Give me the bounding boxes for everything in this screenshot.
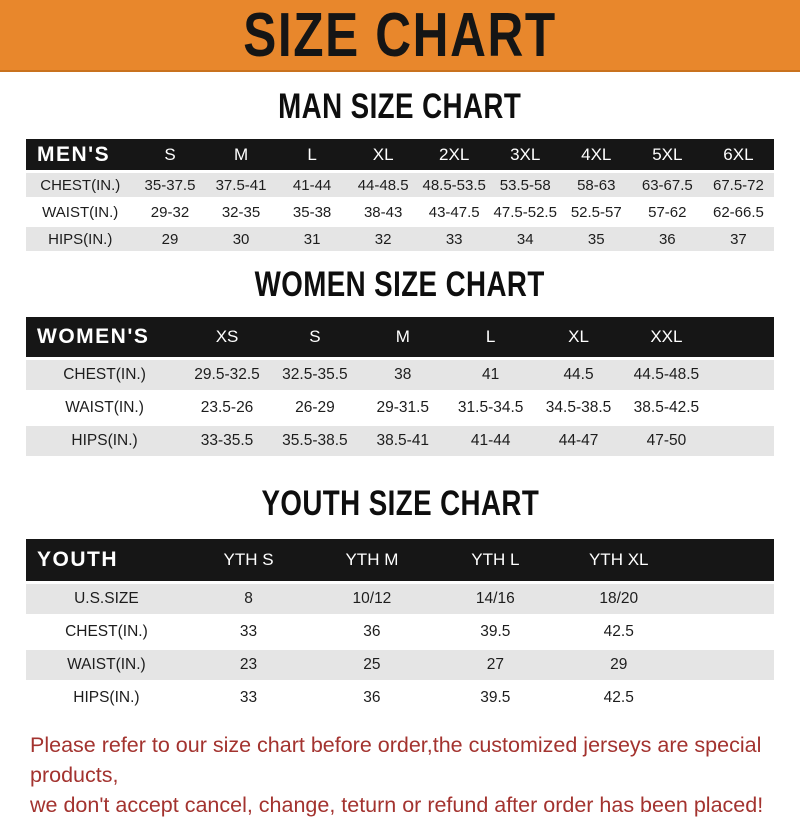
table-corner-label: WOMEN'S [26, 317, 183, 357]
size-value-cell: 23.5-26 [183, 393, 271, 423]
size-value-cell: 42.5 [557, 617, 680, 647]
size-value-cell: 38 [359, 360, 447, 390]
size-value-cell: 32-35 [206, 200, 277, 224]
size-value-cell: 32.5-35.5 [271, 360, 359, 390]
size-value-cell: 31.5-34.5 [447, 393, 535, 423]
size-value-cell: 23 [187, 650, 310, 680]
disclaimer-line-2: we don't accept cancel, change, teturn or refund after order has been placed! [30, 793, 764, 817]
measurement-label: CHEST(IN.) [26, 617, 187, 647]
size-value-cell: 38.5-41 [359, 426, 447, 456]
size-value-cell: 29-32 [134, 200, 205, 224]
size-value-cell: 44-47 [535, 426, 623, 456]
size-value-cell: 33 [187, 617, 310, 647]
size-column-header: 4XL [561, 139, 632, 170]
size-column-header: 3XL [490, 139, 561, 170]
spacer-cell [680, 683, 774, 713]
table-corner-label: MEN'S [26, 139, 134, 170]
size-value-cell: 52.5-57 [561, 200, 632, 224]
size-value-cell: 58-63 [561, 173, 632, 197]
size-value-cell: 44.5 [535, 360, 623, 390]
size-column-header: S [134, 139, 205, 170]
size-value-cell: 35.5-38.5 [271, 426, 359, 456]
size-table-youth [26, 536, 774, 716]
size-value-cell: 29 [557, 650, 680, 680]
size-value-cell: 10/12 [310, 584, 433, 614]
measurement-label: HIPS(IN.) [26, 227, 134, 251]
size-column-header: L [447, 317, 535, 357]
size-value-cell: 18/20 [557, 584, 680, 614]
measurement-label: WAIST(IN.) [26, 393, 183, 423]
measurement-row [26, 200, 774, 224]
measurement-label: WAIST(IN.) [26, 200, 134, 224]
spacer-cell [680, 650, 774, 680]
size-column-header: 2XL [419, 139, 490, 170]
size-value-cell: 29.5-32.5 [183, 360, 271, 390]
section-title-youth-label: YOUTH SIZE CHART [261, 482, 539, 523]
measurement-row [26, 650, 774, 680]
table-corner-label: YOUTH [26, 539, 187, 581]
measurement-label: CHEST(IN.) [26, 360, 183, 390]
size-value-cell: 32 [348, 227, 419, 251]
size-value-cell: 36 [310, 683, 433, 713]
size-value-cell: 27 [434, 650, 557, 680]
size-value-cell: 29 [134, 227, 205, 251]
measurement-row [26, 173, 774, 197]
spacer-cell [680, 584, 774, 614]
section-title-men-label: MAN SIZE CHART [278, 85, 522, 126]
size-value-cell: 53.5-58 [490, 173, 561, 197]
size-value-cell: 38.5-42.5 [622, 393, 710, 423]
size-column-header: S [271, 317, 359, 357]
size-value-cell: 44.5-48.5 [622, 360, 710, 390]
size-value-cell: 38-43 [348, 200, 419, 224]
disclaimer-text [30, 730, 800, 820]
size-value-cell: 44-48.5 [348, 173, 419, 197]
size-value-cell: 14/16 [434, 584, 557, 614]
disclaimer-line-1: Please refer to our size chart before order,the customized jerseys are special products, [30, 733, 762, 787]
table-header-row [26, 539, 774, 581]
size-column-header: XS [183, 317, 271, 357]
size-value-cell: 47-50 [622, 426, 710, 456]
measurement-row [26, 683, 774, 713]
measurement-row [26, 227, 774, 251]
measurement-row [26, 584, 774, 614]
size-value-cell: 47.5-52.5 [490, 200, 561, 224]
spacer-cell [710, 360, 774, 390]
size-column-header: 6XL [703, 139, 774, 170]
size-value-cell: 39.5 [434, 683, 557, 713]
size-column-header: L [277, 139, 348, 170]
size-value-cell: 48.5-53.5 [419, 173, 490, 197]
size-value-cell: 42.5 [557, 683, 680, 713]
size-value-cell: 62-66.5 [703, 200, 774, 224]
size-column-header: XL [535, 317, 623, 357]
size-value-cell: 34 [490, 227, 561, 251]
measurement-label: HIPS(IN.) [26, 426, 183, 456]
measurement-row [26, 426, 774, 456]
size-table-men [26, 136, 774, 254]
spacer-cell [710, 317, 774, 357]
size-value-cell: 33-35.5 [183, 426, 271, 456]
size-value-cell: 31 [277, 227, 348, 251]
measurement-row [26, 360, 774, 390]
size-value-cell: 39.5 [434, 617, 557, 647]
size-value-cell: 37.5-41 [206, 173, 277, 197]
size-value-cell: 35-37.5 [134, 173, 205, 197]
size-value-cell: 33 [419, 227, 490, 251]
section-title-men [0, 85, 800, 126]
size-column-header: 5XL [632, 139, 703, 170]
size-value-cell: 36 [632, 227, 703, 251]
spacer-cell [710, 426, 774, 456]
spacer-cell [680, 617, 774, 647]
size-value-cell: 35 [561, 227, 632, 251]
size-value-cell: 43-47.5 [419, 200, 490, 224]
size-value-cell: 67.5-72 [703, 173, 774, 197]
spacer-cell [680, 539, 774, 581]
size-value-cell: 26-29 [271, 393, 359, 423]
size-value-cell: 29-31.5 [359, 393, 447, 423]
size-value-cell: 35-38 [277, 200, 348, 224]
size-value-cell: 41-44 [277, 173, 348, 197]
size-column-header: YTH L [434, 539, 557, 581]
size-value-cell: 8 [187, 584, 310, 614]
size-value-cell: 33 [187, 683, 310, 713]
size-value-cell: 34.5-38.5 [535, 393, 623, 423]
measurement-label: U.S.SIZE [26, 584, 187, 614]
table-header-row [26, 317, 774, 357]
size-column-header: XXL [622, 317, 710, 357]
size-value-cell: 36 [310, 617, 433, 647]
size-value-cell: 57-62 [632, 200, 703, 224]
size-value-cell: 63-67.5 [632, 173, 703, 197]
size-column-header: M [359, 317, 447, 357]
section-title-youth [0, 482, 800, 523]
section-title-women [0, 263, 800, 304]
size-column-header: YTH S [187, 539, 310, 581]
size-column-header: M [206, 139, 277, 170]
table-header-row [26, 139, 774, 170]
spacer-cell [710, 393, 774, 423]
banner-title: SIZE CHART [243, 0, 557, 70]
measurement-label: CHEST(IN.) [26, 173, 134, 197]
size-value-cell: 41 [447, 360, 535, 390]
size-column-header: XL [348, 139, 419, 170]
size-value-cell: 25 [310, 650, 433, 680]
size-table-women [26, 314, 774, 459]
size-column-header: YTH XL [557, 539, 680, 581]
measurement-row [26, 393, 774, 423]
size-chart-banner [0, 0, 800, 72]
measurement-label: HIPS(IN.) [26, 683, 187, 713]
measurement-label: WAIST(IN.) [26, 650, 187, 680]
size-value-cell: 41-44 [447, 426, 535, 456]
size-column-header: YTH M [310, 539, 433, 581]
section-title-women-label: WOMEN SIZE CHART [254, 263, 546, 304]
size-value-cell: 37 [703, 227, 774, 251]
measurement-row [26, 617, 774, 647]
size-value-cell: 30 [206, 227, 277, 251]
